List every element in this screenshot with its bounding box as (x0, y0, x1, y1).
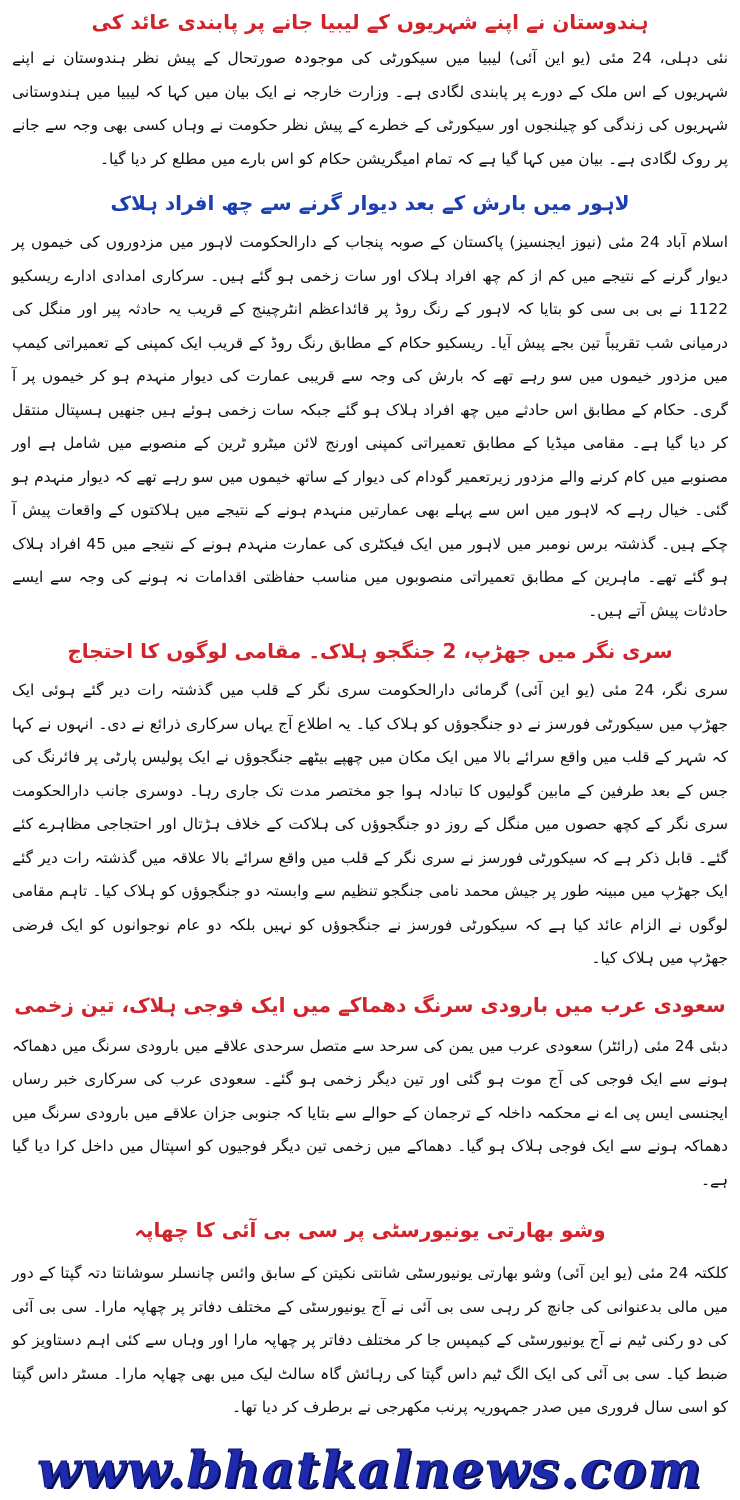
article-headline: سعودی عرب میں بارودی سرنگ دھماکے میں ایک فوجی ہلاک، تین زخمی (14, 992, 726, 1017)
article-saudi-landmine (0, 976, 740, 1198)
article-headline: سری نگر میں جھڑپ، 2 جنگجو ہلاک۔ مقامی لوگوں کا احتجاج (67, 639, 673, 663)
article-body: کلکتہ 24 مئی (یو این آئی) وشو بھارتی یونیورسٹی شانتی نکیتن کے سابق وائس چانسلر سوشانتا دتہ گپتا کے دور میں مالی بدعنوانی کی جانچ کر رہی سی بی آئی نے آج یونیورسٹی کے مختلف دفاتر پر چھاپہ مارا۔ سی بی آئی کی دو رکنی ٹیم نے آج یونیورسٹی کے کیمپس جا کر مختلف دفاتر پر چھاپہ مارا اور وہاں سے کئی اہم دستاویز کو ضبط کیا۔ سی بی آئی کی ایک الگ ٹیم داس گپتا کی رہائش گاہ سالٹ لیک میں بھی چھاپہ مارا۔ مسٹر داس گپتا کو اسی سال فروری میں صدر جمہوریہ پرنب مکھرجی نے برطرف کر دیا تھا۔ (12, 1264, 728, 1416)
article-srinagar-encounter (0, 628, 740, 976)
site-footer (0, 1438, 740, 1500)
article-visva-bharati-cbi (0, 1197, 740, 1425)
article-body: اسلام آباد 24 مئی (نیوز ایجنسیز) پاکستان کے صوبہ پنجاب کے دارالحکومت لاہور میں مزدوروں کی خیموں پر دیوار گرنے کے نتیجے میں کم از کم چھ افراد ہلاک اور سات زخمی ہو گئے ہیں۔ سرکاری امدادی ادارے ریسکیو 1122 نے بی بی سی کو بتایا کہ لاہور کے رنگ روڈ پر قائداعظم انٹرچینج کے قریب یہ حادثہ پیر اور منگل کی درمیانی شب تقریباً تین بجے پیش آیا۔ ریسکیو حکام کے مطابق رنگ روڈ کے قریب ایک کمپنی کے تعمیراتی کیمپ میں مزدور خیموں میں سو رہے تھے کہ بارش کی وجہ سے قریبی عمارت کی دیوار منہدم ہو کر خیموں پر آ گری۔ حکام کے مطابق اس حادثے میں چھ افراد ہلاک ہو گئے جبکہ سات زخمی ہوئے ہیں جنھیں ہسپتال منتقل کر دیا گیا ہے۔ مقامی میڈیا کے مطابق تعمیراتی کمپنی اورنج لائن میٹرو ٹرین کے منصوبے میں شامل ہے اور مصنوبے میں کام کرنے والے مزدور زیرتعمیر گودام کی دیوار کے ساتھ خیموں میں سو رہے تھے کہ دیوار منہدم ہو گئی۔ خیال رہے کہ لاہور میں اس سے پہلے بھی عمارتیں منہدم ہونے کے نتیجے میں ہلاکتوں کے واقعات پیش آ چکے ہیں۔ گذشتہ برس نومبر میں لاہور میں ایک فیکٹری کی عمارت منہدم ہونے کے نتیجے میں 45 افراد ہلاک ہو گئے تھے۔ ماہرین کے مطابق تعمیراتی منصوبوں میں مناسب حفاظتی اقدامات نہ ہونے کی وجہ سے ایسے حادثات پیش آتے ہیں۔ (12, 233, 729, 620)
article-headline: وشو بھارتی یونیورسٹی پر سی بی آئی کا چھاپہ (134, 1218, 606, 1242)
article-body: سری نگر، 24 مئی (یو این آئی) گرمائی دارالحکومت سری نگر کے قلب میں گذشتہ رات دیر گئے ہوئی ایک جھڑپ میں سیکورٹی فورسز نے دو جنگجوؤں کو ہلاک کیا۔ یہ اطلاع آج یہاں سرکاری ذرائع نے دی۔ انہوں نے کہا کہ شہر کے قلب میں واقع سرائے بالا میں ایک مکان میں چھپے بیٹھے جنگجوؤں نے ایک پولیس پارٹی پر فائرنگ کی جس کے بعد طرفین کے مابین گولیوں کا تبادلہ ہوا جو مختصر مدت تک جاری رہا۔ دوسری جانب دارالحکومت سری نگر کے کچھ حصوں میں منگل کے روز دو جنگجوؤں کی ہلاکت کے خلاف ہڑتال اور احتجاجی مظاہرے کئے گئے۔ قابل ذکر ہے کہ سیکورٹی فورسز نے سری نگر کے قلب میں واقع سرائے بالا علاقہ میں گذشتہ رات دیر گئے ایک جھڑپ میں مبینہ طور پر جیش محمد نامی جنگجو تنظیم سے وابستہ دو جنگجوؤں کو ہلاک کیا۔ تاہم مقامی لوگوں نے الزام عائد کیا ہے کہ سیکورٹی فورسز نے جنگجوؤں کو نہیں بلکہ دو عام نوجوانوں کو ایک فرضی جھڑپ میں ہلاک کیا۔ (12, 681, 728, 967)
article-india-libya-ban (0, 0, 740, 176)
article-headline: لاہور میں بارش کے بعد دیوار گرنے سے چھ افراد ہلاک (110, 191, 630, 215)
site-url[interactable]: www.bhatkalnews.com (37, 1439, 703, 1499)
article-body: دبئی 24 مئی (رائٹر) سعودی عرب میں یمن کی سرحد سے متصل سرحدی علاقے میں بارودی سرنگ میں دھماکہ ہونے سے ایک فوجی کی آج موت ہو گئی اور تین دیگر زخمی ہو گئے۔ سعودی عرب کی سرکاری خبر رساں ایجنسی ایس پی اے نے محکمہ داخلہ کے ترجمان کے حوالے سے بتایا کہ جنوبی جزان علاقے میں بارودی سرنگ میں دھماکہ ہونے سے ایک فوجی ہلاک ہو گیا۔ دھماکے میں زخمی تین دیگر فوجیوں کو اسپتال میں داخل کرا دیا گیا ہے۔ (12, 1036, 728, 1189)
article-lahore-wall-collapse (0, 176, 740, 628)
article-headline: ہندوستان نے اپنے شہریوں کے لیبیا جانے پر پابندی عائد کی (91, 10, 649, 34)
article-body: نئی دہلی، 24 مئی (یو این آئی) لیبیا میں سیکورٹی کی موجودہ صورتحال کے پیش نظر ہندوستان نے اپنے شہریوں کے اس ملک کے دورے پر پابندی لگادی ہے۔ وزارت خارجہ نے ایک بیان میں کہا کہ لیبیا میں ہندوستانی شہریوں کی زندگی کو چیلنجوں اور سیکورٹی کے خطرے کے پیش نظر حکومت نے وہاں کسی بھی وجہ سے جانے پر روک لگادی ہے۔ بیان میں کہا گیا ہے کہ تمام امیگریشن حکام کو اس بارے میں مطلع کر دیا گیا۔ (12, 49, 728, 168)
